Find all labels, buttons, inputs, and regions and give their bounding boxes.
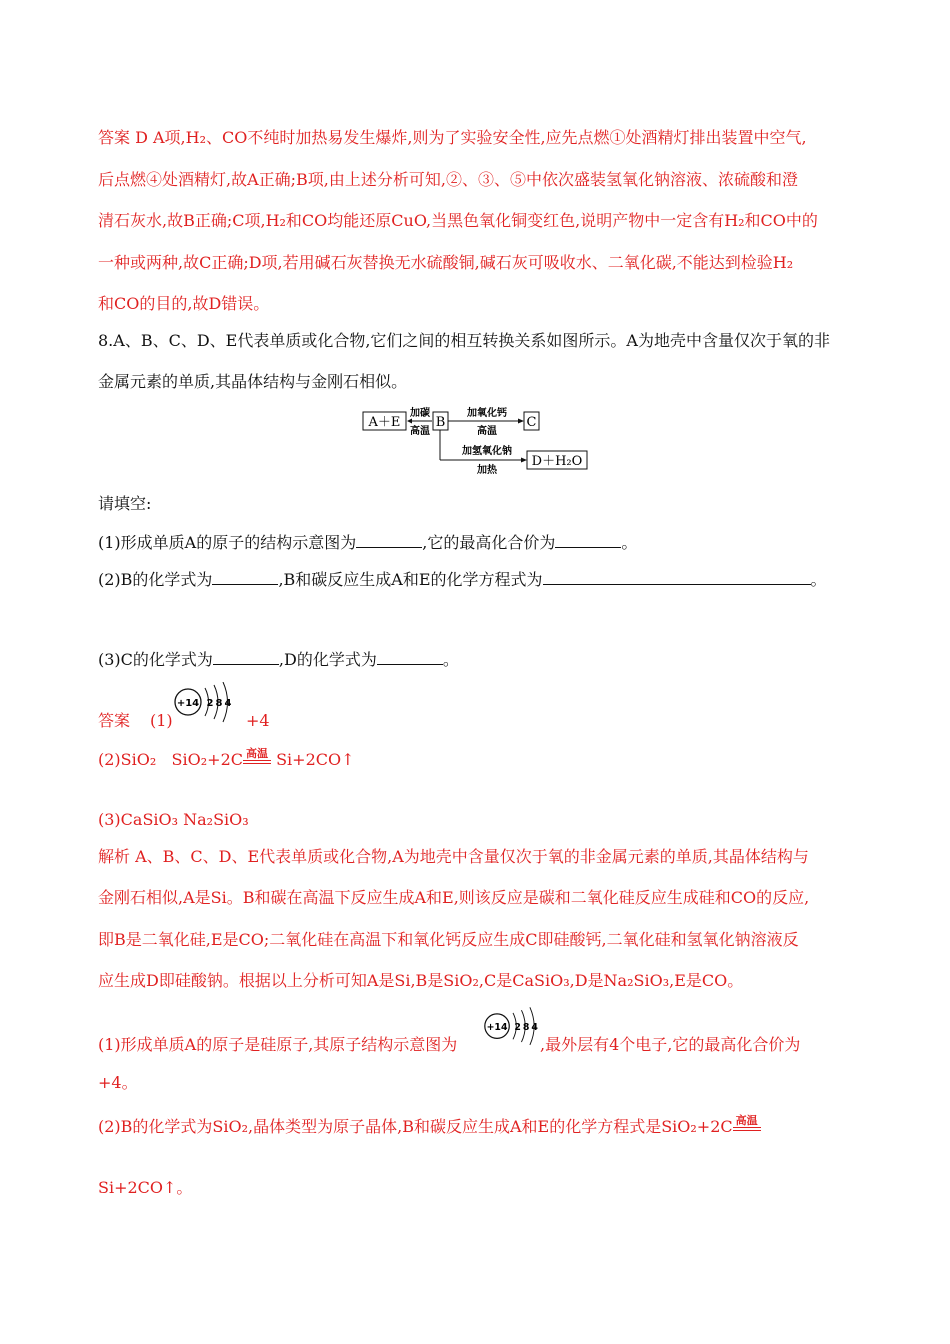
analysis-atom-diagram <box>482 1004 544 1052</box>
q2-end: 。 <box>810 570 827 589</box>
analysis-part2-a <box>98 1114 761 1137</box>
q1-text-b: ,它的最高化合价为 <box>422 533 556 552</box>
answer8-part1-num: (1) <box>150 711 173 730</box>
answer7-line5: 和CO的目的,故D错误。 <box>98 294 270 313</box>
answer7-line1: 答案 D A项,H₂、CO不纯时加热易发生爆炸,则为了实验安全性,应先点燃①处酒精灯排出装置中空气, <box>98 128 807 147</box>
q3-end: 。 <box>442 650 459 669</box>
box-a-e-label: A＋E <box>368 415 401 430</box>
q1-end: 。 <box>621 533 638 552</box>
analysis-part2-b: Si+2CO↑。 <box>98 1178 193 1197</box>
q3-text-a: (3)C的化学式为 <box>98 650 213 669</box>
q2-blank-1[interactable] <box>212 568 278 585</box>
answer8-part2 <box>98 747 355 770</box>
q1-blank-2[interactable] <box>555 531 621 548</box>
answer8-b-formula: (2)SiO₂ <box>98 750 157 769</box>
q3-text-b: ,D的化学式为 <box>278 650 377 669</box>
conversion-diagram <box>362 405 590 477</box>
atom-shell-3: 4 <box>224 698 232 709</box>
analysis-line1: 解析 A、B、C、D、E代表单质或化合物,A为地壳中含量仅次于氧的非金属元素的单质,其晶体结构与 <box>98 847 809 866</box>
q1-text-a: (1)形成单质A的原子的结构示意图为 <box>98 533 357 552</box>
answer7-line4: 一种或两种,故C正确;D项,若用碱石灰替换无水硫酸铜,碱石灰可吸收水、二氧化碳,不能达到检验H₂ <box>98 253 794 272</box>
analysis-line2: 金刚石相似,A是Si。B和碳在高温下反应生成A和E,则该反应是碳和二氧化硅反应生成硅和CO的反应, <box>98 888 810 907</box>
q2-text-b: ,B和碳反应生成A和E的化学方程式为 <box>278 570 543 589</box>
arrow3-bottom: 加热 <box>477 465 497 476</box>
answer7-line3: 清石灰水,故B正确;C项,H₂和CO均能还原CuO,当黑色氧化铜变红色,说明产物中一定含有H₂和CO中的 <box>98 211 818 230</box>
answer8-eq-condition: 高温 <box>243 748 271 764</box>
analysis-line4: 应生成D即硅酸钠。根据以上分析可知A是Si,B是SiO₂,C是CaSiO₃,D是Na₂SiO₃,E是CO。 <box>98 971 744 990</box>
analysis-atom-shell-1: 2 <box>514 1021 521 1033</box>
q3-blank-2[interactable] <box>377 648 443 665</box>
analysis-part2-text: (2)B的化学式为SiO₂,晶体类型为原子晶体,B和碳反应生成A和E的化学方程式是SiO₂+2C <box>98 1117 733 1136</box>
analysis-atom-nucleus: +14 <box>486 1021 508 1033</box>
arrow1-bottom: 高温 <box>410 426 430 437</box>
analysis-part1-c: +4。 <box>98 1073 138 1092</box>
answer8-part3: (3)CaSiO₃ Na₂SiO₃ <box>98 810 249 829</box>
atom-shell-1: 2 <box>206 698 214 709</box>
analysis-atom-shell-3: 4 <box>531 1021 538 1033</box>
q3-blank-1[interactable] <box>213 648 279 665</box>
answer8-label: 答案 <box>98 711 131 730</box>
fill-prompt: 请填空: <box>98 494 152 513</box>
arrow2-bottom: 高温 <box>477 426 497 437</box>
answer8-eq-left: SiO₂+2C <box>171 750 243 769</box>
answer7-line2: 后点燃④处酒精灯,故A正确;B项,由上述分析可知,②、③、⑤中依次盛装氢氧化钠溶液、浓硫酸和澄 <box>98 170 798 189</box>
atom-nucleus: +14 <box>176 698 200 709</box>
question8-part3 <box>98 648 459 670</box>
question8-line2: 金属元素的单质,其晶体结构与金刚石相似。 <box>98 372 408 391</box>
atom-structure-diagram <box>172 682 238 730</box>
atom-shell-2: 8 <box>215 698 223 709</box>
question8-part2 <box>98 568 827 590</box>
analysis-part1-b: ,最外层有4个电子,它的最高化合价为 <box>540 1035 801 1054</box>
analysis-part1-a: (1)形成单质A的原子是硅原子,其原子结构示意图为 <box>98 1035 458 1054</box>
arrow3-top: 加氢氧化钠 <box>462 446 512 457</box>
analysis-line3: 即B是二氧化硅,E是CO;二氧化硅在高温下和氧化钙反应生成C即硅酸钙,二氧化硅和氢氧化钠溶液反 <box>98 930 799 949</box>
answer8-valence: +4 <box>246 711 270 730</box>
question8-part1 <box>98 531 637 553</box>
box-b-label: B <box>435 415 446 430</box>
analysis-eq-condition: 高温 <box>733 1115 761 1131</box>
question8-line1: 8.A、B、C、D、E代表单质或化合物,它们之间的相互转换关系如图所示。A为地壳中含量仅次于氧的非 <box>98 331 830 350</box>
arrow2-top: 加氧化钙 <box>467 408 507 419</box>
q2-text-a: (2)B的化学式为 <box>98 570 213 589</box>
answer8-eq-right: Si+2CO↑ <box>276 750 355 769</box>
analysis-atom-shell-2: 8 <box>522 1021 530 1033</box>
arrow1-top: 加碳 <box>410 408 430 419</box>
q2-blank-2[interactable] <box>543 568 811 585</box>
box-c-label: C <box>526 415 537 430</box>
q1-blank-1[interactable] <box>356 531 422 548</box>
box-d-h2o-label: D＋H₂O <box>531 454 583 469</box>
